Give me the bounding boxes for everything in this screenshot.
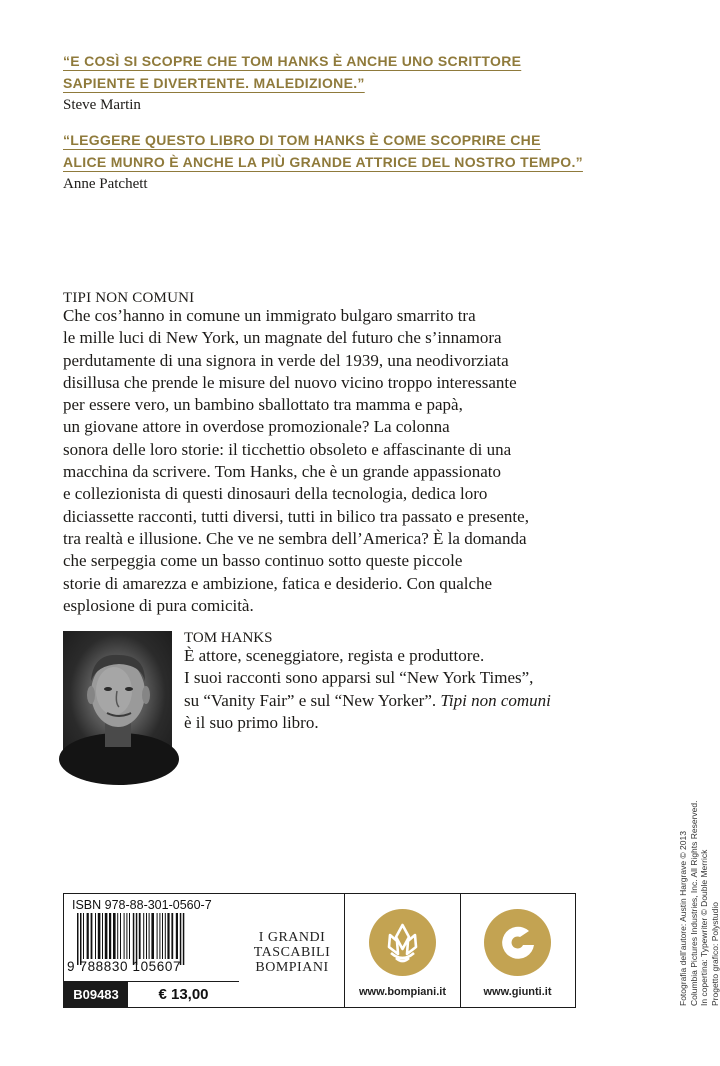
quote-text — [63, 129, 623, 173]
barcode-icon — [77, 913, 227, 965]
bompiani-cell — [344, 894, 460, 1007]
bompiani-logo-icon — [369, 909, 436, 976]
description-line: tra realtà e illusione. Che ve ne sembra dell’America? È la domanda — [63, 528, 527, 548]
bio-line: È attore, sceneggiatore, regista e produttore. — [184, 646, 485, 665]
quote-line: SAPIENTE E DIVERTENTE. MALEDIZIONE.” — [63, 75, 365, 91]
author-photo — [63, 631, 172, 762]
product-code: B09483 — [64, 982, 128, 1007]
description-line: un giovane attore in overdose promozionale? La colonna — [63, 417, 450, 437]
quote-line: “E COSÌ SI SCOPRE CHE TOM HANKS È ANCHE UNO SCRITTORE — [63, 53, 522, 69]
quote-line: ALICE MUNRO È ANCHE LA PIÙ GRANDE ATTRICE DEL NOSTRO TEMPO.” — [63, 154, 583, 170]
author-portrait-icon — [63, 631, 172, 762]
book-title: TIPI NON COMUNI — [63, 290, 195, 306]
bio-line — [184, 690, 644, 712]
bio-book-title: Tipi non comuni — [440, 690, 551, 710]
quote-anne-patchett — [63, 129, 623, 195]
description-line: storie di amarezza e ambizione, fatica e desiderio. Con qualche — [63, 573, 493, 593]
author-bio — [184, 645, 644, 734]
book-description — [63, 305, 653, 617]
quote-steve-martin — [63, 50, 623, 116]
description-line: diciassette racconti, tutti diversi, tutti in bilico tra passato e presente, — [63, 506, 529, 526]
bompiani-website[interactable]: www.bompiani.it — [359, 986, 446, 998]
series-line: I GRANDI — [258, 930, 326, 945]
series-line: BOMPIANI — [255, 960, 329, 975]
series-line: TASCABILI — [253, 945, 331, 960]
description-line: che serpeggia come un basso continuo sotto queste piccole — [63, 551, 463, 571]
credit-line: Fotografia dell’autore: Austin Hargrave © 2013 — [678, 831, 688, 1006]
description-line: perdutamente di una signora in verde del 1939, una neodivorziata — [63, 350, 509, 370]
credit-line: Columbia Pictures Industries, Inc. All Rights Reserved. — [688, 800, 699, 1006]
barcode-box — [63, 893, 241, 1008]
description-line: disillusa che prende le misure del nuovo vicino troppo interessante — [63, 372, 517, 392]
bio-line: I suoi racconti sono apparsi sul “New York Times”, — [184, 668, 534, 688]
publisher-box — [240, 893, 576, 1008]
author-name: TOM HANKS — [184, 630, 273, 646]
credit-line: In copertina: Typewriter © Double Merrick — [699, 849, 709, 1006]
photo-credits — [678, 800, 720, 1006]
description-line: macchina da scrivere. Tom Hanks, che è un grande appassionato — [63, 462, 501, 482]
quote-text — [63, 50, 623, 94]
price: € 13,00 — [158, 986, 209, 1003]
ean-digits: 9 788830 105607 — [67, 959, 182, 974]
bio-line: è il suo primo libro. — [184, 712, 319, 732]
series-cell — [240, 894, 344, 1007]
quote-author: Anne Patchett — [63, 176, 148, 192]
description-line: per essere vero, un bambino sballottato tra mamma e papà, — [63, 395, 463, 415]
isbn-number: ISBN 978-88-301-0560-7 — [72, 898, 212, 912]
giunti-website[interactable]: www.giunti.it — [483, 986, 552, 998]
description-line: le mille luci di New York, un magnate del futuro che s’innamora — [63, 328, 502, 348]
description-line: sonora delle loro storie: il ticchettio obsoleto e affascinante di una — [63, 439, 512, 459]
description-line: e collezionista di questi dinosauri della tecnologia, dedica loro — [63, 484, 488, 504]
description-line: esplosione di pura comicità. — [63, 595, 254, 615]
code-price-row — [64, 981, 239, 1007]
giunti-logo-icon — [484, 909, 551, 976]
description-line: Che cos’hanno in comune un immigrato bulgaro smarrito tra — [63, 306, 476, 325]
bio-text: su “Vanity Fair” e sul “New Yorker”. — [184, 690, 437, 710]
credit-line: Progetto grafico: Polystudio — [709, 902, 720, 1006]
quote-line: “LEGGERE QUESTO LIBRO DI TOM HANKS È COME SCOPRIRE CHE — [63, 132, 541, 148]
giunti-cell — [460, 894, 574, 1007]
series-name — [240, 930, 344, 975]
quote-author: Steve Martin — [63, 97, 141, 113]
